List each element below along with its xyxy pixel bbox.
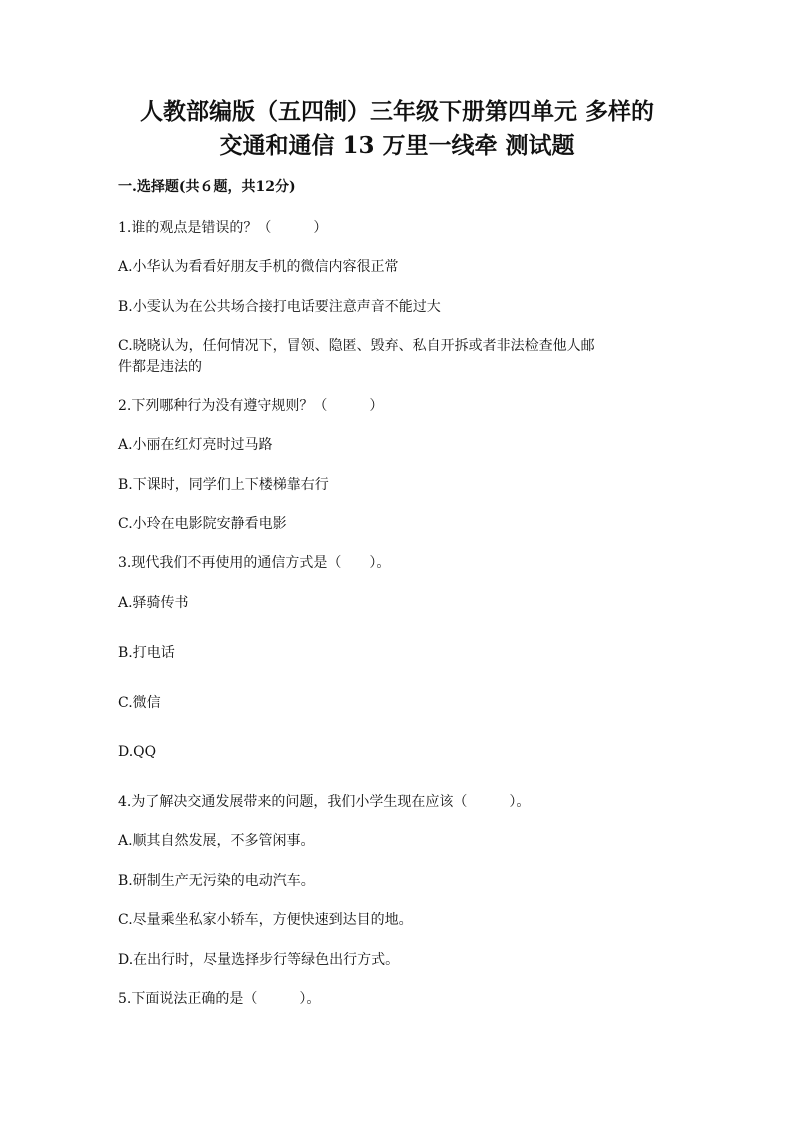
question-2-option-b: B.下课时，同学们上下楼梯靠右行 <box>118 477 329 493</box>
question-4-option-c: C.尽量乘坐私家小轿车，方便快速到达目的地。 <box>118 912 413 928</box>
question-1-option-a: A.小华认为看看好朋友手机的微信内容很正常 <box>118 259 399 275</box>
question-3-option-c: C.微信 <box>118 695 161 711</box>
question-2-stem: 2.下列哪种行为没有遵守规则？（ ） <box>118 398 384 414</box>
question-1-option-b: B.小雯认为在公共场合接打电话要注意声音不能过大 <box>118 299 441 315</box>
document-title-line-2: 交通和通信 13 万里一线牵 测试题 <box>219 132 575 159</box>
question-5-stem: 5.下面说法正确的是（ ）。 <box>118 991 321 1007</box>
document-title-line-1: 人教部编版（五四制）三年级下册第四单元 多样的 <box>139 98 654 125</box>
question-2-option-c: C.小玲在电影院安静看电影 <box>118 516 287 532</box>
question-4-option-a: A.顺其自然发展，不多管闲事。 <box>118 833 315 849</box>
question-1-option-c: C.晓晓认为，任何情况下，冒领、隐匿、毁弃、私自开拆或者非法检查他人邮 <box>118 338 595 354</box>
question-3-option-a: A.驿骑传书 <box>118 595 189 611</box>
question-4-option-d: D.在出行时，尽量选择步行等绿色出行方式。 <box>118 952 400 968</box>
question-2-option-a: A.小丽在红灯亮时过马路 <box>118 437 273 453</box>
question-4-stem: 4.为了解决交通发展带来的问题，我们小学生现在应该（ ）。 <box>118 794 531 810</box>
question-3-option-b: B.打电话 <box>118 645 175 661</box>
question-1-stem: 1.谁的观点是错误的？（ ） <box>118 220 328 236</box>
question-3-option-d: D.QQ <box>118 744 157 760</box>
question-1-option-c-continued: 件都是违法的 <box>118 359 202 375</box>
section-heading: 一.选择题(共６题，共12分) <box>118 179 296 195</box>
question-3-stem: 3.现代我们不再使用的通信方式是（ ）。 <box>118 555 391 571</box>
question-4-option-b: B.研制生产无污染的电动汽车。 <box>118 873 315 889</box>
